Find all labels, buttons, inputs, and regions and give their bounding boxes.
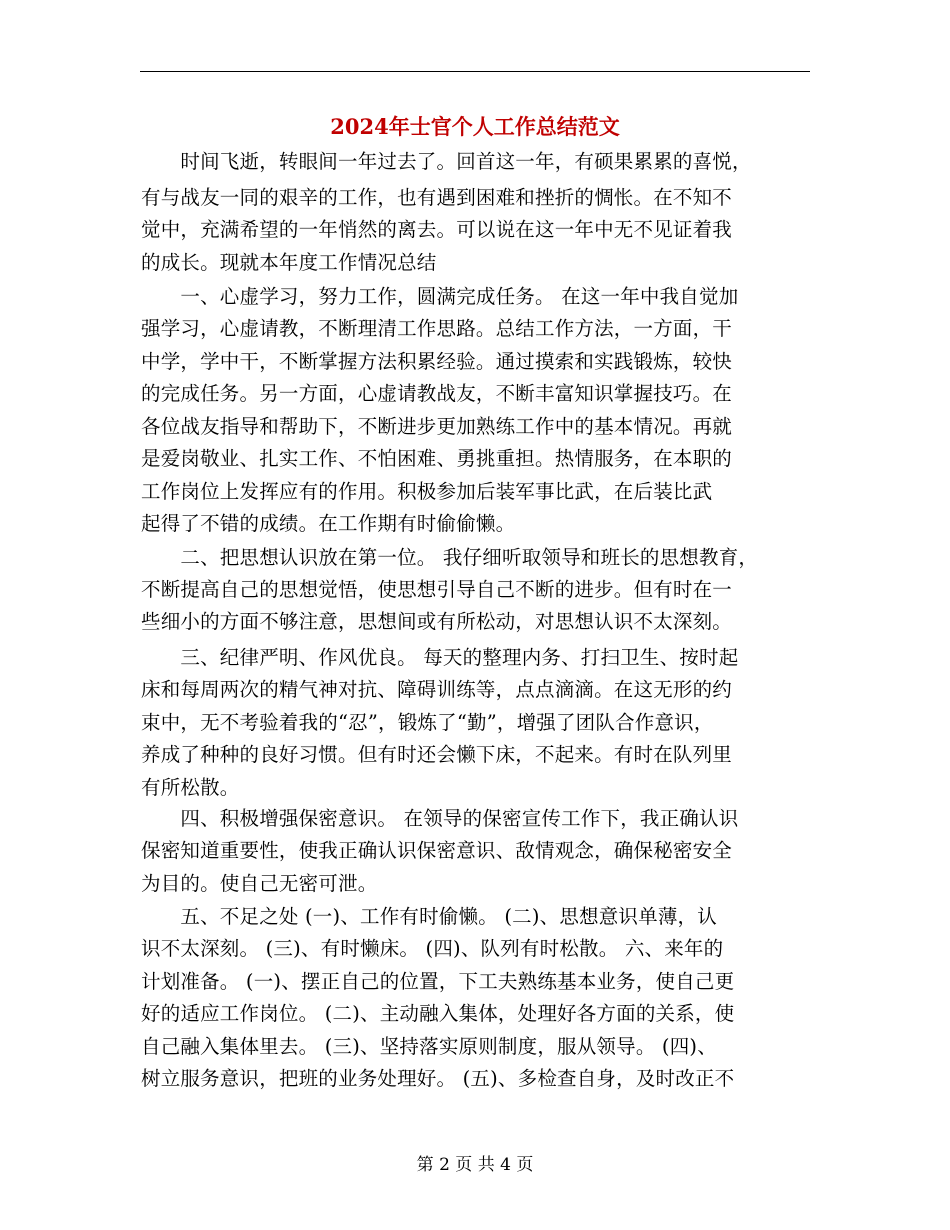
text-line: 觉中，充满希望的一年悄然的离去。可以说在这一年中无不见证着我 [141, 218, 733, 241]
text-line: 为目的。使自己无密可泄。 [141, 872, 378, 895]
text-line: 束中，无不考验着我的“忍”，锻炼了“勤”，增强了团队合作意识， [141, 711, 714, 734]
text-line: 工作岗位上发挥应有的作用。积极参加后装军事比武，在后装比武 [141, 480, 713, 503]
text-line: 中学，学中干，不断掌握方法积累经验。通过摸索和实践锻炼，较快 [141, 350, 733, 373]
text-line: 时间飞逝，转眼间一年过去了。回首这一年，有硕果累累的喜悦， [141, 150, 752, 173]
text-line: 一、心虚学习，努力工作，圆满完成任务。 在这一年中我自觉加 [141, 285, 739, 308]
text-line: 识不太深刻。 (三)、有时懒床。 (四)、队列有时松散。 六、来年的 [141, 937, 724, 960]
text-line: 养成了种种的良好习惯。但有时还会懒下床，不起来。有时在队列里 [141, 743, 733, 766]
text-line: 是爱岗敬业、扎实工作、不怕困难、勇挑重担。热情服务，在本职的 [141, 447, 733, 470]
text-line: 三、纪律严明、作风优良。 每天的整理内务、打扫卫生、按时起 [141, 646, 739, 669]
text-line: 的完成任务。另一方面，心虚请教战友，不断丰富知识掌握技巧。在 [141, 382, 733, 405]
text-line: 强学习，心虚请教，不断理清工作思路。总结工作方法，一方面，干 [141, 317, 733, 340]
text-line: 保密知道重要性，使我正确认识保密意识、敌情观念，确保秘密安全 [141, 839, 733, 862]
header-rule [140, 71, 810, 72]
text-line: 床和每周两次的精气神对抗、障碍训练等，点点滴滴。在这无形的约 [141, 678, 733, 701]
text-line: 四、积极增强保密意识。 在领导的保密宣传工作下，我正确认识 [141, 807, 739, 830]
page-number-footer: 第 2 页 共 4 页 [416, 1155, 534, 1175]
text-line: 树立服务意识，把班的业务处理好。 (五)、多检查自身，及时改正不 [141, 1067, 735, 1090]
text-line: 些细小的方面不够注意，思想间或有所松动，对思想认识不太深刻。 [141, 610, 733, 633]
text-line: 有所松散。 [141, 776, 240, 799]
document-title: 2024年士官个人工作总结范文 [330, 114, 620, 139]
text-line: 自己融入集体里去。 (三)、坚持落实原则制度，服从领导。 (四)、 [141, 1035, 717, 1058]
text-line: 计划准备。 (一)、摆正自己的位置，下工夫熟练基本业务，使自己更 [141, 970, 735, 993]
text-line: 各位战友指导和帮助下，不断进步更加熟练工作中的基本情况。再就 [141, 415, 733, 438]
text-line: 的成长。现就本年度工作情况总结 [141, 251, 437, 274]
text-line: 起得了不错的成绩。在工作期有时偷偷懒。 [141, 512, 516, 535]
text-line: 好的适应工作岗位。 (二)、主动融入集体，处理好各方面的关系，使 [141, 1002, 735, 1025]
text-line: 五、不足之处 (一)、工作有时偷懒。 (二)、思想意识单薄，认 [141, 905, 717, 928]
text-line: 二、把思想认识放在第一位。 我仔细听取领导和班长的思想教育， [141, 546, 759, 569]
text-line: 有与战友一同的艰辛的工作，也有遇到困难和挫折的惆怅。在不知不 [141, 186, 733, 209]
text-line: 不断提高自己的思想觉悟，使思想引导自己不断的进步。但有时在一 [141, 578, 733, 601]
